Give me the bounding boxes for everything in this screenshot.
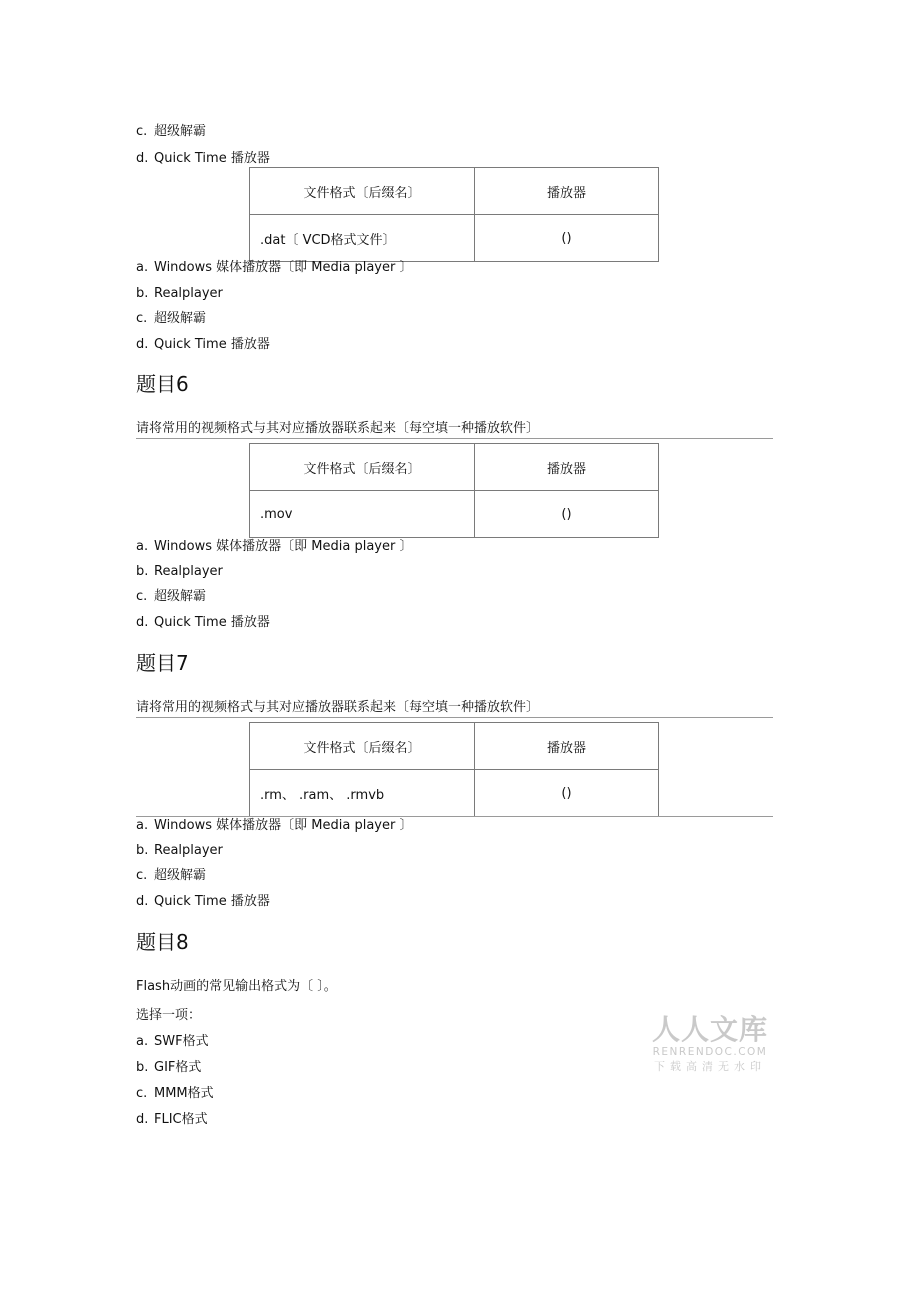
option-b[interactable] [136,286,223,302]
option-text: GIF格式 [154,1060,202,1075]
option-text: Quick Time 播放器 [154,151,270,166]
option-text: Realplayer [154,843,223,858]
question-6-prompt: 请将常用的视频格式与其对应播放器联系起来〔每空填一种播放软件〕 [136,421,540,436]
question-6-title: 题目6 [136,372,189,396]
watermark-domain: RENRENDOC.COM [652,1046,768,1058]
option-text: 超级解霸 [154,868,207,883]
option-text: MMM格式 [154,1086,214,1101]
option-d[interactable] [136,151,270,167]
divider [136,438,773,439]
header-player: 播放器 [475,444,659,491]
option-b[interactable] [136,1060,201,1076]
player-blank[interactable]: () [475,491,659,538]
option-key: c. [136,124,148,139]
option-key: c. [136,311,148,326]
option-key: a. [136,818,149,833]
option-key: c. [136,589,148,604]
option-key: d. [136,151,149,166]
option-a[interactable] [136,818,412,834]
header-player: 播放器 [475,723,659,770]
option-a[interactable] [136,260,412,276]
option-text: Windows 媒体播放器〔即 Media player 〕 [154,539,413,554]
option-c[interactable] [136,124,206,140]
option-key: d. [136,894,149,909]
option-d[interactable] [136,337,270,353]
option-d[interactable] [136,615,270,631]
option-text: Quick Time 播放器 [154,615,270,630]
option-b[interactable] [136,564,223,580]
player-blank[interactable]: () [475,215,659,262]
option-key: d. [136,1112,149,1127]
option-c[interactable] [136,589,206,605]
option-key: a. [136,1034,149,1049]
question-8-prompt: Flash动画的常见输出格式为〔 〕。 [136,979,337,994]
question-7-title: 题目7 [136,651,189,675]
option-text: Windows 媒体播放器〔即 Media player 〕 [154,260,413,275]
option-text: Realplayer [154,564,223,579]
player-blank[interactable]: () [475,770,659,817]
option-text: FLIC格式 [154,1112,208,1127]
format-table [249,443,659,538]
option-text: 超级解霸 [154,124,207,139]
option-d[interactable] [136,894,270,910]
option-key: b. [136,1060,149,1075]
option-key: d. [136,615,149,630]
question-7-prompt: 请将常用的视频格式与其对应播放器联系起来〔每空填一种播放软件〕 [136,700,540,715]
option-text: 超级解霸 [154,311,207,326]
watermark-tagline: 下载高清无水印 [654,1060,766,1073]
option-key: a. [136,260,149,275]
option-c[interactable] [136,868,206,884]
option-key: c. [136,1086,148,1101]
header-player: 播放器 [475,168,659,215]
option-d[interactable] [136,1112,208,1128]
option-key: d. [136,337,149,352]
option-text: Windows 媒体播放器〔即 Media player 〕 [154,818,413,833]
format-cell: .dat〔 VCD格式文件〕 [250,215,475,262]
option-text: Quick Time 播放器 [154,337,270,352]
option-key: c. [136,868,148,883]
divider [136,717,773,718]
option-c[interactable] [136,311,206,327]
option-key: b. [136,564,149,579]
option-text: Quick Time 播放器 [154,894,270,909]
question-8-title: 题目8 [136,930,189,954]
format-cell: .mov [250,491,475,538]
option-text: 超级解霸 [154,589,207,604]
option-key: b. [136,843,149,858]
option-text: SWF格式 [154,1034,209,1049]
format-cell: .rm、 .ram、 .rmvb [250,770,475,817]
option-a[interactable] [136,539,412,555]
select-one-label: 选择一项： [136,1008,202,1023]
option-text: Realplayer [154,286,223,301]
option-a[interactable] [136,1034,209,1050]
header-format: 文件格式〔后缀名〕 [250,444,475,491]
option-c[interactable] [136,1086,214,1102]
watermark-logo: 人人文库 [651,1013,768,1046]
option-key: b. [136,286,149,301]
option-b[interactable] [136,843,223,859]
format-table [249,722,659,817]
header-format: 文件格式〔后缀名〕 [250,168,475,215]
option-key: a. [136,539,149,554]
divider [136,816,773,817]
header-format: 文件格式〔后缀名〕 [250,723,475,770]
format-table [249,167,659,262]
watermark [648,1014,772,1075]
